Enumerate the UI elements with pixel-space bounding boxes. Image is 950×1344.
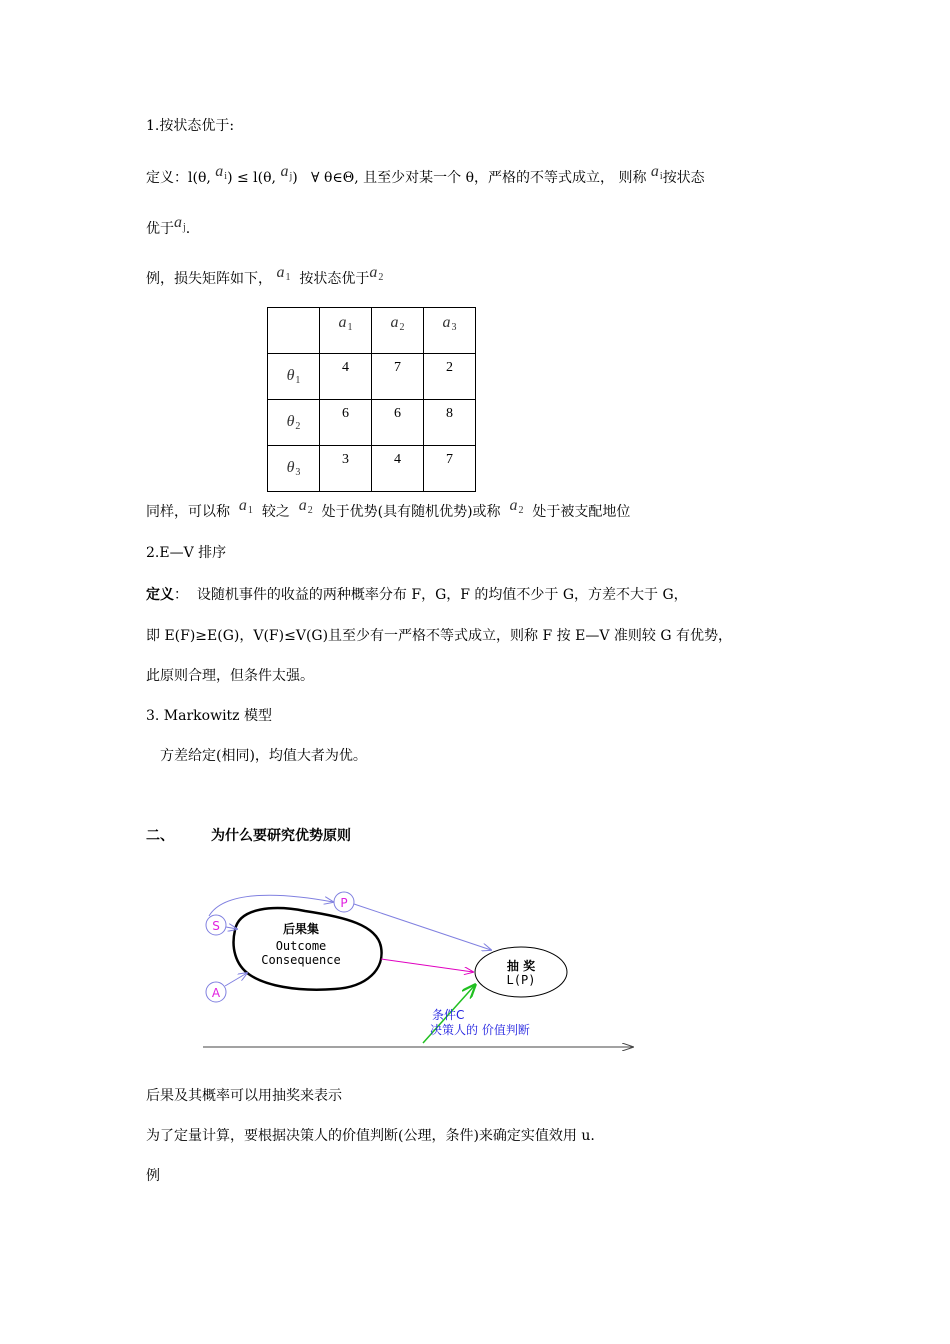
def-end: . <box>185 221 191 237</box>
footer-line3: 例 <box>146 1168 160 1184</box>
outcome-to-lottery-arrow <box>381 959 473 972</box>
loss-matrix-table <box>267 307 476 492</box>
table-cell: 6 <box>320 400 372 446</box>
sym-a1: $a_1$ <box>276 264 291 283</box>
section2-heading: 2.E—V 排序 <box>146 545 227 561</box>
section2-line3: 此原则合理，但条件太强。 <box>146 668 314 684</box>
sym-aj-2: $a_j$ <box>174 214 186 233</box>
table-cell: 4 <box>320 354 372 400</box>
sym-aj: $a_j$ <box>280 163 293 182</box>
example-intro: 例，损失矩阵如下， <box>146 271 272 287</box>
table-row <box>268 400 476 446</box>
node-s-label: S <box>212 919 220 933</box>
row-header-theta1: $\theta_1$ <box>268 354 320 400</box>
condition-label-2: 决策人的 价值判断 <box>430 1023 530 1037</box>
condition-label-1: 条件C <box>432 1008 465 1022</box>
table-cell: 7 <box>424 446 476 492</box>
table-corner-cell <box>268 308 320 354</box>
def-forall: ∀ θ∈Θ, 且至少对某一个 θ，严格的不等式成立， 则称 <box>311 170 647 186</box>
example-line <box>146 264 384 294</box>
example-mid: 按状态优于 <box>299 271 370 287</box>
outcome-en1: Outcome <box>275 939 327 953</box>
table-cell: 4 <box>372 446 424 492</box>
def-tail: 按状态 <box>662 170 705 186</box>
table-cell: 7 <box>372 354 424 400</box>
lottery-en: L(P) <box>506 973 536 987</box>
section1-heading: 1.按状态优于: <box>146 118 235 134</box>
column-header-a2: $a_2$ <box>372 308 424 354</box>
node-a-label: A <box>211 986 221 1000</box>
sym-ai: $a_i$ <box>215 163 228 182</box>
lottery-cn: 抽 奖 <box>506 959 536 973</box>
part2-title: 为什么要研究优势原则 <box>211 828 351 844</box>
after-table-line: 同样，可以称 $a_1$ 较之 $a_2$ 处于优势(具有随机优势)或称 $a_2$ 处于被支配地位 <box>146 497 631 520</box>
row-header-theta3: $\theta_3$ <box>268 446 320 492</box>
a-to-outcome-arrow <box>225 973 247 986</box>
section3-text: 方差给定(相同)，均值大者为优。 <box>160 748 367 764</box>
section2-line2: 即 E(F)≥E(G)，V(F)≤V(G)且至少有一严格不等式成立，则称 F 按 E—V 准则较 G 有优势， <box>146 628 732 644</box>
def-expr-b: ) ≤ l(θ, <box>227 170 276 186</box>
definition-line2 <box>146 214 191 244</box>
section3-heading: 3. Markowitz 模型 <box>146 708 273 724</box>
def-expr-a: l(θ, <box>188 170 211 186</box>
sym-a2: $a_2$ <box>369 264 384 283</box>
def-expr-c: ) <box>292 170 298 186</box>
table-cell: 6 <box>372 400 424 446</box>
column-header-a3: $a_3$ <box>424 308 476 354</box>
definition-line1 <box>146 163 705 193</box>
part2-number: 二、 <box>146 828 174 844</box>
def-label: 定义 <box>146 587 174 603</box>
table-cell: 2 <box>424 354 476 400</box>
sym-a1: $a_1$ <box>238 497 253 516</box>
table-row <box>268 446 476 492</box>
column-header-a1: $a_1$ <box>320 308 372 354</box>
table-cell: 3 <box>320 446 372 492</box>
def-label: 定义： <box>146 170 188 186</box>
outcome-en2: Consequence <box>261 953 341 967</box>
table-header-row <box>268 308 476 354</box>
footer-line1: 后果及其概率可以用抽奖来表示 <box>146 1088 342 1104</box>
section2-definition: 定义： 设随机事件的收益的两种概率分布 F，G，F 的均值不少于 G，方差不大于 G， <box>146 587 688 603</box>
sym-a2: $a_2$ <box>298 497 313 516</box>
outcome-lottery-diagram <box>195 885 645 1055</box>
def-line2: 优于 <box>146 221 174 237</box>
sym-a2: $a_2$ <box>509 497 524 516</box>
outcome-cn: 后果集 <box>282 922 320 936</box>
node-p-label: P <box>340 896 348 910</box>
footer-line2: 为了定量计算，要根据决策人的价值判断(公理，条件)来确定实值效用 u. <box>146 1128 595 1144</box>
table-cell: 8 <box>424 400 476 446</box>
sym-ai-2: $a_i$ <box>650 163 663 182</box>
row-header-theta2: $\theta_2$ <box>268 400 320 446</box>
table-row <box>268 354 476 400</box>
